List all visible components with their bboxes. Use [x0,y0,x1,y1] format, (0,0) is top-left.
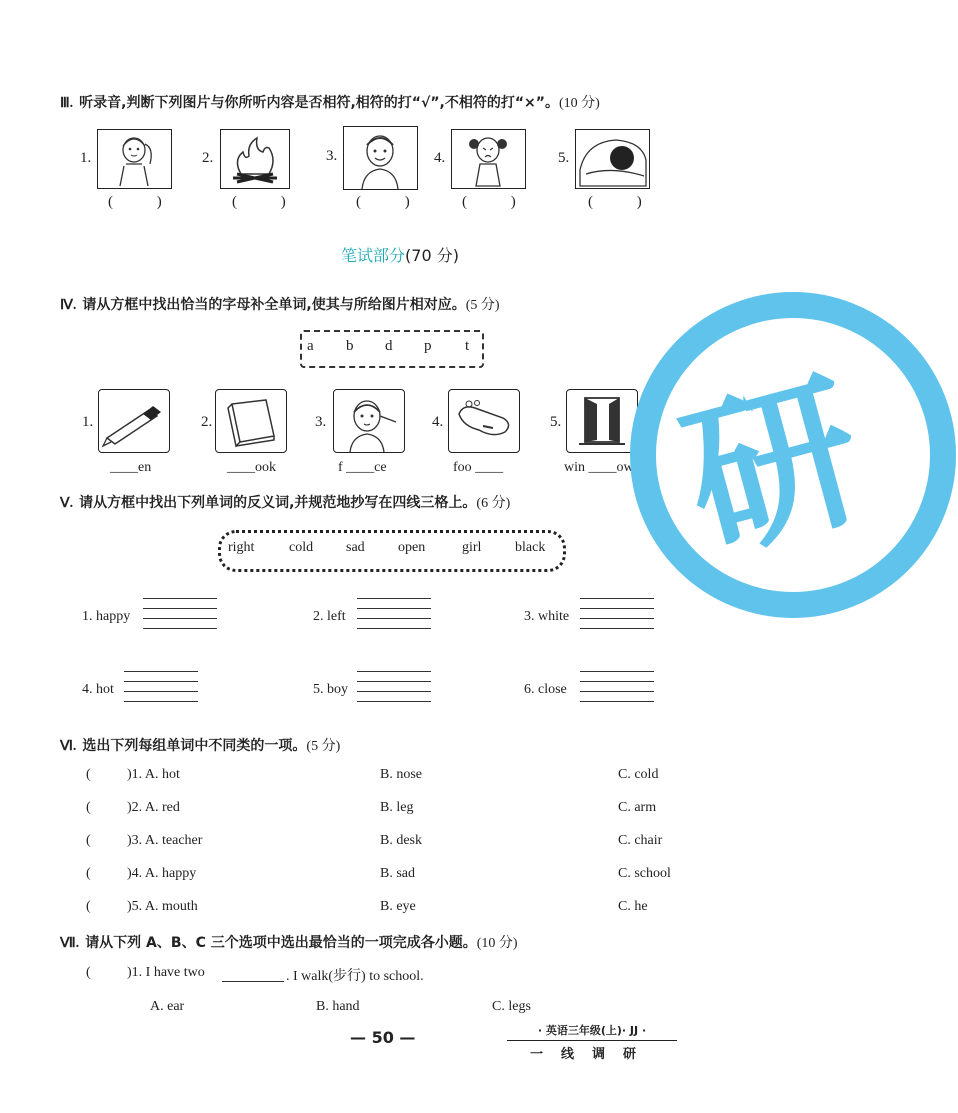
stamp-icon [628,290,958,620]
girl-icon [98,130,171,188]
s7-option-b: B. hand [316,999,360,1014]
s6-option-b: B. leg [380,800,414,815]
s6-option-c: C. cold [618,767,659,782]
sleeping-icon [576,130,649,188]
s4-word-blank[interactable]: foo ____ [453,460,504,475]
s6-option-c: C. arm [618,800,657,815]
series-title: 一线调研 [529,1047,654,1062]
s4-item-num: 1. [82,414,94,430]
word-option: girl [462,540,482,555]
book-picture [215,389,287,453]
page-number: — 50 — [350,1028,416,1047]
s3-item-num: 2. [202,150,214,166]
s6-option-c: C. school [618,866,671,881]
answer-paren[interactable]: ( [86,833,91,848]
four-line-grid[interactable] [124,671,198,711]
s3-item-num: 5. [558,150,570,166]
s6-option-b: B. sad [380,866,415,881]
section-3-title: Ⅲ. 听录音,判断下列图片与你所听内容是否相符,相符的打“√”,不相符的打“×”。(10 分) [60,95,600,111]
answer-paren[interactable]: ( [86,866,91,881]
fire-picture [220,129,290,189]
book-title: · 英语三年级(上)· JJ · [507,1022,677,1041]
word-option: sad [346,540,365,555]
s6-option-a: )1. A. hot [127,767,180,782]
foot-icon [449,390,519,452]
s6-option-c: C. he [618,899,648,914]
answer-paren[interactable]: ( [86,899,91,914]
s6-option-a: )3. A. teacher [127,833,203,848]
s6-option-c: C. chair [618,833,663,848]
book-icon [216,390,286,452]
s5-item: 1. happy [82,609,131,624]
s3-answer-paren[interactable]: ( ) [356,194,430,210]
face-icon [334,390,404,452]
crying-girl-picture [451,129,526,189]
stamp-char: 研 [665,350,882,586]
face-picture [333,389,405,453]
s3-answer-paren[interactable]: ( ) [108,194,182,210]
boy-icon [344,127,417,189]
s7-question-start: )1. I have two [127,965,205,980]
s3-item-num: 3. [326,148,338,164]
girl-picture [97,129,172,189]
s4-word-blank[interactable]: ____ook [227,460,276,475]
four-line-grid[interactable] [143,598,217,638]
s6-option-b: B. eye [380,899,416,914]
answer-blank[interactable] [222,981,284,982]
s3-answer-paren[interactable]: ( ) [462,194,536,210]
footer-book-info [507,1022,677,1062]
s6-option-a: )2. A. red [127,800,180,815]
s7-option-a: A. ear [150,999,185,1014]
letter-option: a [307,338,314,354]
word-option: black [515,540,546,555]
letter-option: t [465,338,470,354]
sleeping-picture [575,129,650,189]
s4-word-blank[interactable]: f ____ce [338,460,387,475]
word-box [218,530,566,572]
answer-paren[interactable]: ( [86,767,91,782]
word-option: cold [289,540,314,555]
s4-item-num: 2. [201,414,213,430]
written-part-banner: 笔试部分(70 分) [341,246,459,265]
s5-item: 5. boy [313,682,348,697]
window-icon [567,390,637,452]
section-6-title: Ⅵ. 选出下列每组单词中不同类的一项。(5 分) [60,738,341,754]
section-7-title: Ⅶ. 请从下列 A、B、C 三个选项中选出最恰当的一项完成各小题。(10 分) [60,935,518,951]
s4-item-num: 3. [315,414,327,430]
pen-icon [99,390,169,452]
word-option: open [398,540,426,555]
watermark-stamp [628,290,958,620]
s4-word-blank[interactable]: ____en [110,460,152,475]
s4-item-num: 4. [432,414,444,430]
s3-answer-paren[interactable]: ( ) [588,194,662,210]
s3-answer-paren[interactable]: ( ) [232,194,306,210]
section-5-title: Ⅴ. 请从方框中找出下列单词的反义词,并规范地抄写在四线三格上。(6 分) [60,495,511,511]
section-4-title: Ⅳ. 请从方框中找出恰当的字母补全单词,使其与所给图片相对应。(5 分) [60,297,500,313]
crying-girl-icon [452,130,525,188]
letter-option: p [424,338,432,354]
s5-item: 3. white [524,609,570,624]
word-option: right [228,540,255,555]
s6-option-a: )4. A. happy [127,866,197,881]
s4-word-blank[interactable]: win ____ow [564,460,634,475]
s7-question-end: . I walk(步行) to school. [286,969,424,984]
s3-item-num: 1. [80,150,92,166]
answer-paren[interactable]: ( [86,965,91,980]
letter-option: b [346,338,354,354]
s6-option-a: )5. A. mouth [127,899,198,914]
s5-item: 4. hot [82,682,114,697]
boy-picture [343,126,418,190]
foot-picture [448,389,520,453]
s6-option-b: B. nose [380,767,422,782]
four-line-grid[interactable] [580,671,654,711]
pen-picture [98,389,170,453]
answer-paren[interactable]: ( [86,800,91,815]
s3-item-num: 4. [434,150,446,166]
s7-option-c: C. legs [492,999,531,1014]
four-line-grid[interactable] [357,671,431,711]
s5-item: 2. left [313,609,346,624]
s4-item-num: 5. [550,414,562,430]
s6-option-b: B. desk [380,833,422,848]
s5-item: 6. close [524,682,567,697]
letter-option: d [385,338,393,354]
four-line-grid[interactable] [357,598,431,638]
fire-icon [221,130,289,188]
